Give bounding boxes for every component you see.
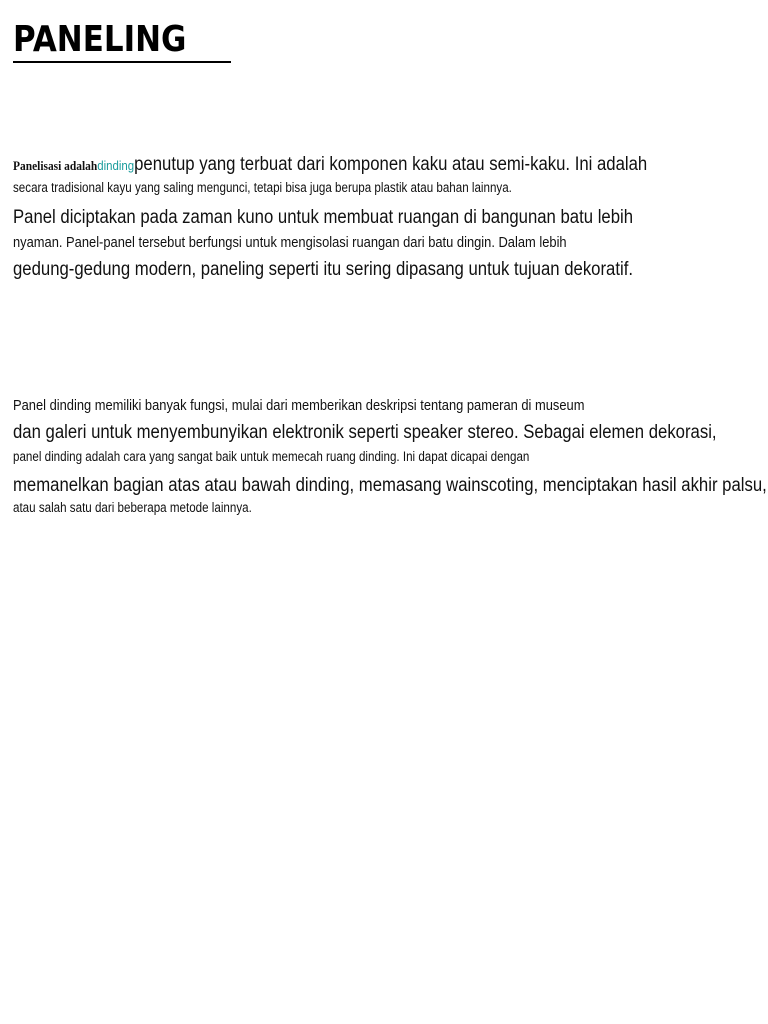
dinding-link[interactable]: dinding: [97, 158, 135, 173]
paragraph-2-line-5: atau salah satu dari beberapa metode lainnya.: [13, 500, 252, 515]
paragraph-2-line-2: dan galeri untuk menyembunyikan elektronik seperti speaker stereo. Sebagai elemen dekorasi,: [13, 422, 717, 443]
paragraph-2-line-4: memanelkan bagian atas atau bawah dinding, memasang wainscoting, menciptakan hasil akhir palsu,: [13, 475, 767, 496]
title-underline: [13, 61, 231, 63]
paragraph-1-line-5: gedung-gedung modern, paneling seperti itu sering dipasang untuk tujuan dekoratif.: [13, 259, 634, 280]
paragraph-1-line-3: Panel diciptakan pada zaman kuno untuk membuat ruangan di bangunan batu lebih: [13, 207, 634, 228]
lead-text: Panelisasi adalah: [13, 158, 98, 173]
line-continuation: penutup yang terbuat dari komponen kaku atau semi-kaku. Ini adalah: [134, 154, 648, 175]
paragraph-1-line-1: [13, 154, 647, 176]
page-title: PANELING: [13, 19, 187, 60]
paragraph-1-line-4: nyaman. Panel-panel tersebut berfungsi untuk mengisolasi ruangan dari batu dingin. Dalam lebih: [13, 234, 567, 251]
paragraph-2-line-3: panel dinding adalah cara yang sangat baik untuk memecah ruang dinding. Ini dapat dicapai dengan: [13, 449, 530, 464]
paragraph-1-line-2: secara tradisional kayu yang saling mengunci, tetapi bisa juga berupa plastik atau bahan lainnya.: [13, 180, 512, 195]
paragraph-2-line-1: Panel dinding memiliki banyak fungsi, mulai dari memberikan deskripsi tentang pameran di museum: [13, 397, 585, 414]
